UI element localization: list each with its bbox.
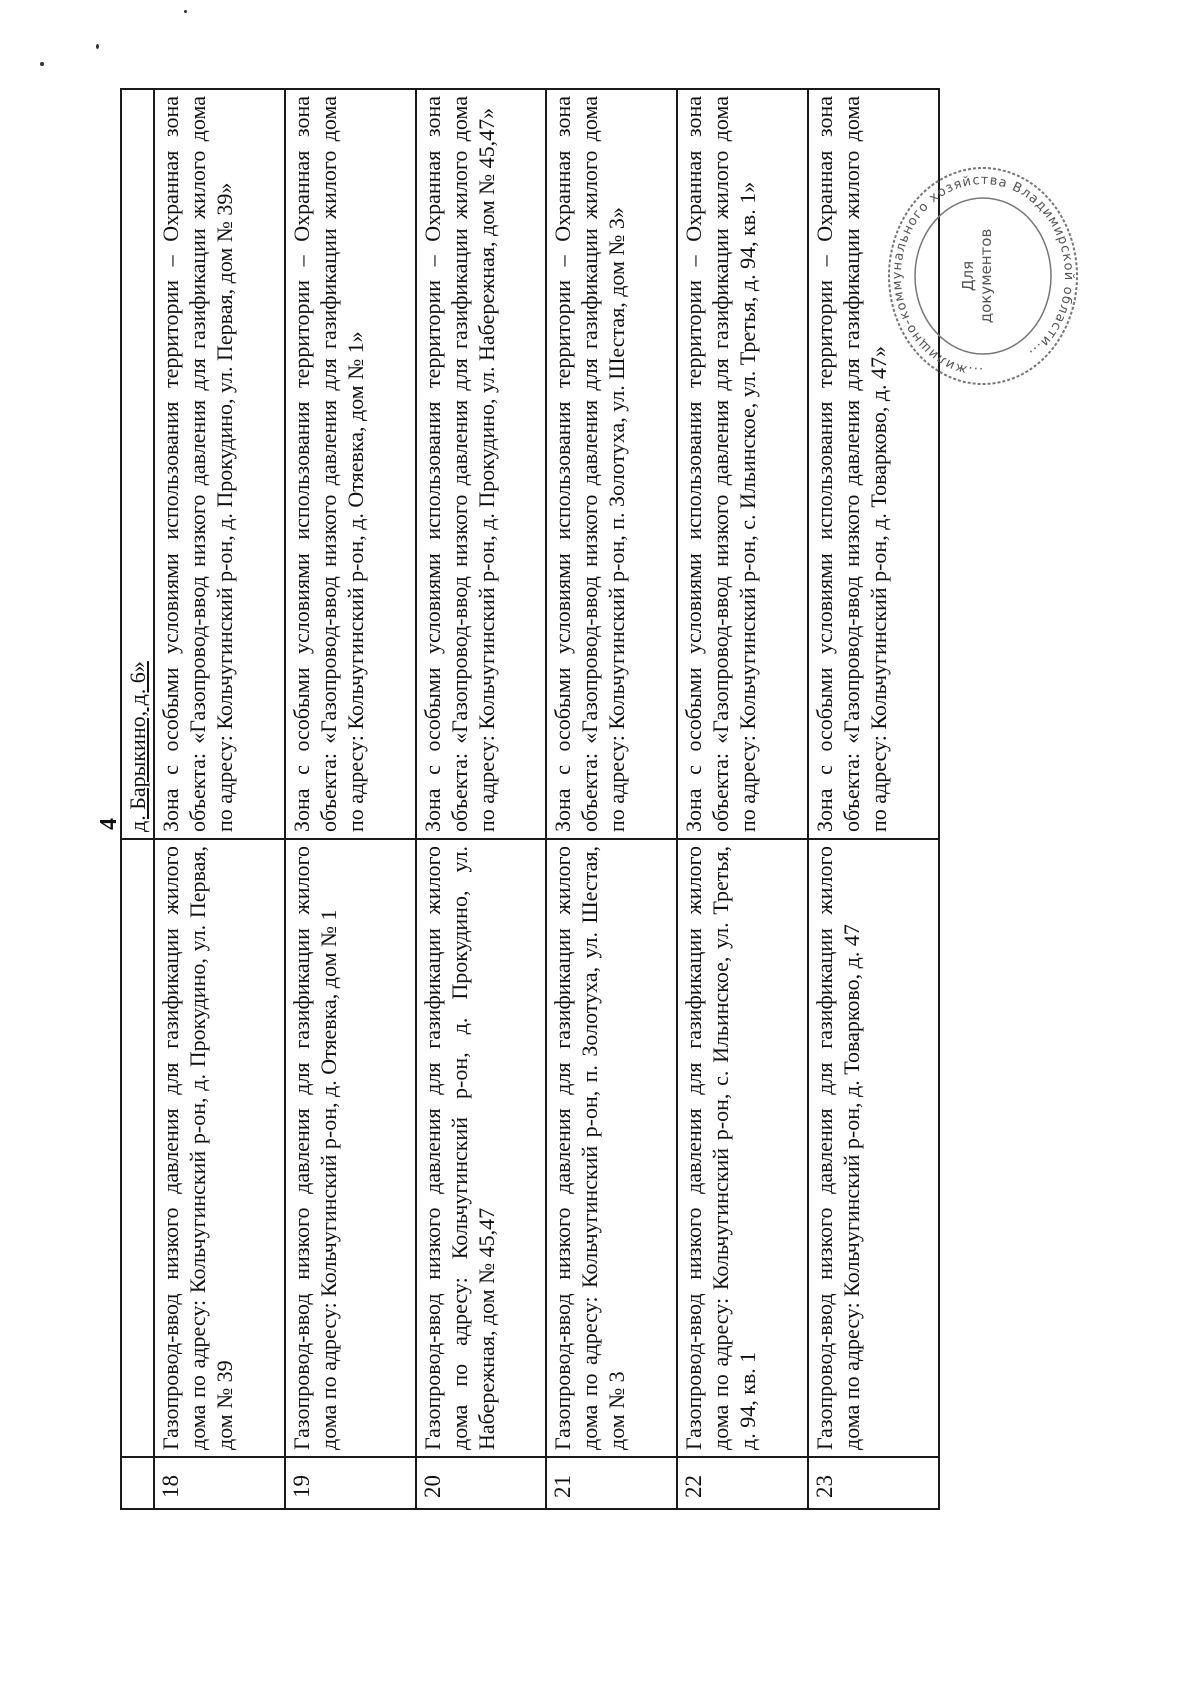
scan-speck [40,62,44,66]
official-stamp [883,161,1083,391]
row-number: 19 [285,1457,416,1509]
zone-description: Зона с особыми условиями использования территории – Охранная зона объекта: «Газопровод-ввод низкого давления для газификации жилого дома по адресу: Кольчугинский р-он, д. Прокудино, ул. Набережная, дом № 45,47» [416,89,547,839]
stamp-center-line: Для [959,260,977,292]
rotated-page-content [120,90,940,1510]
object-description: Газопровод-ввод низкого давления для газификации жилого дома по адресу: Кольчугинский р-он, д. Товарково, д. 47 [808,839,939,1457]
row-number: 23 [808,1457,939,1509]
table-cell-num [121,1457,154,1509]
object-description: Газопровод-ввод низкого давления для газификации жилого дома по адресу: Кольчугинский р-он, д. Прокудино, ул. Первая, дом № 39 [154,839,285,1457]
table-row [416,89,547,1509]
table-cell-object [121,839,154,1457]
page-number: 4 [96,818,122,830]
table-row [546,89,677,1509]
table-cell-zone [121,89,154,839]
row-number: 20 [416,1457,547,1509]
stamp-center-line: документов [977,228,995,324]
table-row [285,89,416,1509]
row-number: 21 [546,1457,677,1509]
table-row [154,89,285,1509]
zone-description: Зона с особыми условиями использования территории – Охранная зона объекта: «Газопровод-ввод низкого давления для газификации жилого дома по адресу: Кольчугинский р-он, д. Отяевка, дом № 1» [285,89,416,839]
zone-description: Зона с особыми условиями использования территории – Охранная зона объекта: «Газопровод-ввод низкого давления для газификации жилого дома по адресу: Кольчугинский р-он, п. Золотуха, ул. Шестая, дом № 3» [546,89,677,839]
zone-description: Зона с особыми условиями использования территории – Охранная зона объекта: «Газопровод-ввод низкого давления для газификации жилого дома по адресу: Кольчугинский р-он, д. Прокудино, ул. Первая, дом № 39» [154,89,285,839]
continued-zone-text: д. Барыкино, д. 6» [125,661,150,832]
scan-speck [184,10,187,13]
object-description: Газопровод-ввод низкого давления для газификации жилого дома по адресу: Кольчугинский р-он, д. Отяевка, дом № 1 [285,839,416,1457]
table-row [677,89,808,1509]
object-description: Газопровод-ввод низкого давления для газификации жилого дома по адресу: Кольчугинский р-он, д. Прокудино, ул. Набережная, дом № 45,47 [416,839,547,1457]
row-number: 22 [677,1457,808,1509]
table-row [121,89,154,1509]
stamp-ring-text: ...жилищно-коммунального хозяйства Владимирской области... [889,172,1077,380]
zone-description: Зона с особыми условиями использования территории – Охранная зона объекта: «Газопровод-ввод низкого давления для газификации жилого дома по адресу: Кольчугинский р-он, с. Ильинское, ул. Третья, д. 94, кв. 1» [677,89,808,839]
zones-table [120,88,940,1510]
object-description: Газопровод-ввод низкого давления для газификации жилого дома по адресу: Кольчугинский р-он, с. Ильинское, ул. Третья, д. 94, кв. 1 [677,839,808,1457]
zone-description: Зона с особыми условиями использования территории – Охранная зона объекта: «Газопровод-ввод низкого давления для газификации жилого дома по адресу: Кольчугинский р-он, д. Товарково, д. 47» [808,89,939,839]
row-number: 18 [154,1457,285,1509]
object-description: Газопровод-ввод низкого давления для газификации жилого дома по адресу: Кольчугинский р-он, п. Золотуха, ул. Шестая, дом № 3 [546,839,677,1457]
scan-speck [96,44,99,49]
stamp-center [959,161,995,391]
